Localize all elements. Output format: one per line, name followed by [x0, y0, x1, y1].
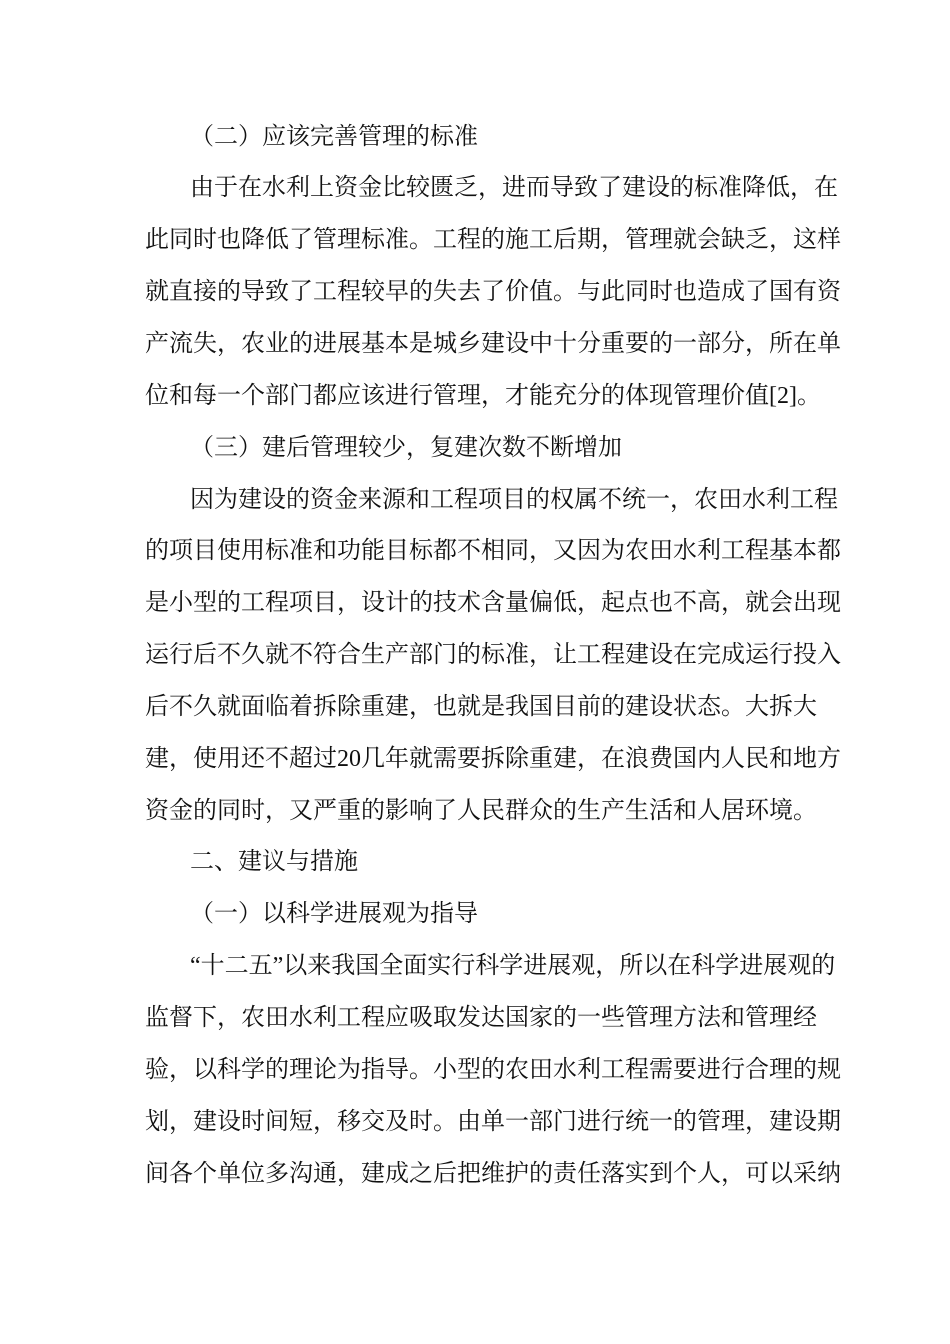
section-heading: （三）建后管理较少，复建次数不断增加	[190, 435, 622, 461]
paragraph-line: 是小型的工程项目，设计的技术含量偏低，起点也不高，就会出现	[145, 590, 841, 616]
paragraph-line: 后不久就面临着拆除重建，也就是我国目前的建设状态。大拆大	[145, 694, 817, 720]
paragraph-line: 验，以科学的理论为指导。小型的农田水利工程需要进行合理的规	[145, 1057, 841, 1083]
paragraph-line: 间各个单位多沟通，建成之后把维护的责任落实到个人，可以采纳	[145, 1161, 841, 1187]
paragraph-line: 由于在水利上资金比较匮乏，进而导致了建设的标准降低，在	[190, 175, 838, 201]
section-heading: （二）应该完善管理的标准	[190, 124, 478, 150]
paragraph-line: 监督下，农田水利工程应吸取发达国家的一些管理方法和管理经	[145, 1005, 817, 1031]
paragraph-line: 建，使用还不超过20几年就需要拆除重建，在浪费国内人民和地方	[145, 746, 841, 772]
paragraph-line: “十二五”以来我国全面实行科学进展观，所以在科学进展观的	[190, 953, 836, 979]
paragraph-line: 的项目使用标准和功能目标都不相同，又因为农田水利工程基本都	[145, 538, 841, 564]
section-heading: 二、建议与措施	[190, 849, 358, 875]
section-heading: （一）以科学进展观为指导	[190, 901, 478, 927]
paragraph-line: 划，建设时间短，移交及时。由单一部门进行统一的管理，建设期	[145, 1109, 841, 1135]
paragraph-line: 因为建设的资金来源和工程项目的权属不统一，农田水利工程	[190, 487, 838, 513]
paragraph-line: 资金的同时，又严重的影响了人民群众的生产生活和人居环境。	[145, 798, 817, 824]
paragraph-line: 产流失，农业的进展基本是城乡建设中十分重要的一部分，所在单	[145, 331, 841, 357]
paragraph-line: 就直接的导致了工程较早的失去了价值。与此同时也造成了国有资	[145, 279, 841, 305]
paragraph-line: 此同时也降低了管理标准。工程的施工后期，管理就会缺乏，这样	[145, 227, 841, 253]
paragraph-line: 位和每一个部门都应该进行管理，才能充分的体现管理价值[2]。	[145, 383, 821, 409]
paragraph-line: 运行后不久就不符合生产部门的标准，让工程建设在完成运行投入	[145, 642, 841, 668]
